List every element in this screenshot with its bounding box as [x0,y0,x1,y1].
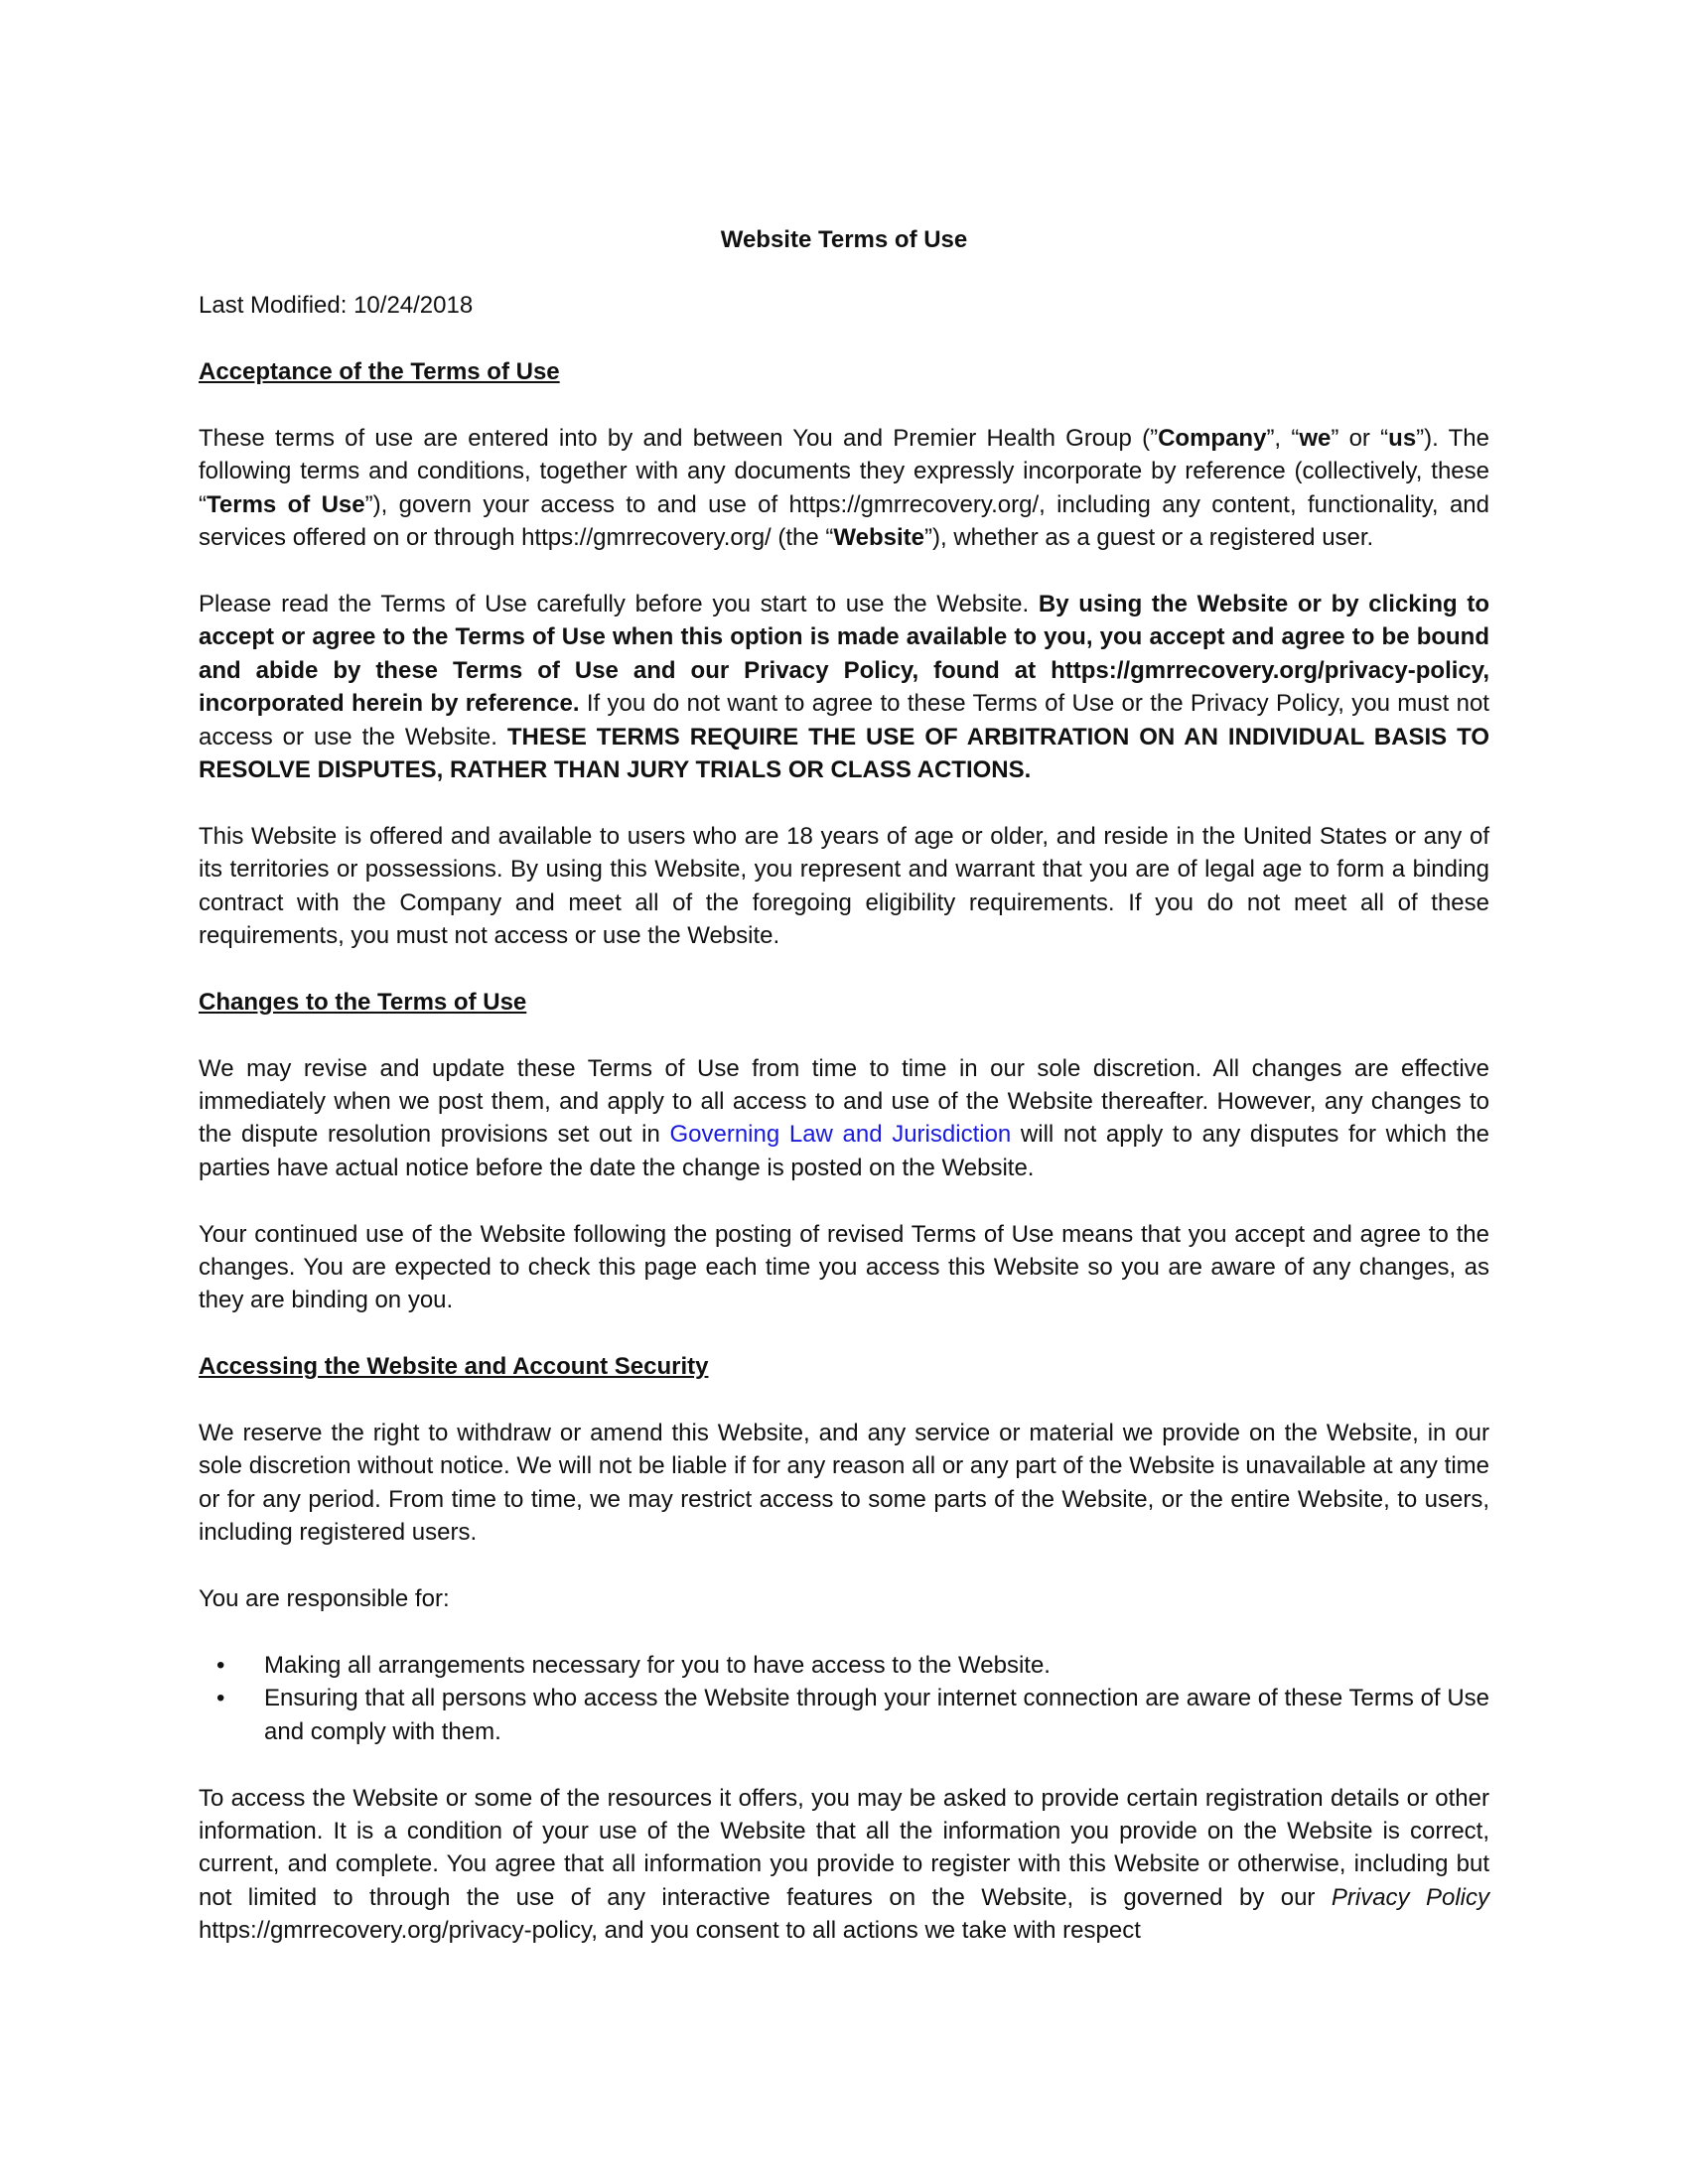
text-run: ”), govern your access to and use of https://gmrrecovery.org/, including any content, functionality, and services offered on or through https://gmrrecovery.org/ (the “ [199,490,1489,552]
list-item [199,1682,1489,1748]
term-we: we [1299,425,1332,452]
text-run: https://gmrrecovery.org/privacy-policy, and you consent to all actions we take with respect [199,1917,1141,1945]
paragraph-responsible: You are responsible for: [199,1585,450,1613]
term-terms-of-use: Terms of Use [207,490,365,518]
term-website: Website [833,524,924,552]
list-item-text: Ensuring that all persons who access the Website through your internet connection are aware of these Terms of Use and comply with them. [264,1685,1489,1745]
document-page [199,223,1489,1980]
bullet-icon: • [216,1685,225,1712]
paragraph-changes [199,1052,1489,1185]
list-item-text: Making all arrangements necessary for you to have access to the Website. [264,1651,1051,1679]
text-run: will not apply to any disputes for which the parties have actual notice before the date the change is posted on the Website. [199,1121,1489,1181]
term-us: us [1388,425,1417,452]
document-title: Website Terms of Use [720,226,968,253]
paragraph-continued-use: Your continued use of the Website following the posting of revised Terms of Use means that you accept and agree to the changes. You are expected to check this page each time you access this Website so you are aware of any changes, as they are binding on you. [199,1220,1489,1314]
paragraph-withdraw: We reserve the right to withdraw or amend this Website, and any service or material we provide on the Website, in our sole discretion without notice. We will not be liable if for any reason all or any part of the Website is unavailable at any time or for any period. From time to time, we may restrict access to some parts of the Website, or the entire Website, to users, including registered users. [199,1420,1489,1547]
text-run: ” or “ [1331,425,1389,452]
bold-consent-statement: By using the Website or by clicking to accept or agree to the Terms of Use when this option is made available to you, you accept and agree to be bound and abide by these Terms of Use and our Privacy Policy, found at https://gmrrecovery.org/privacy-policy, incorporated herein by reference. [199,591,1489,718]
bullet-icon: • [216,1651,225,1679]
paragraph-eligibility: This Website is offered and available to users who are 18 years of age or older, and reside in the United States or any of its territories or possessions. By using this Website, you represent and warrant that you are of legal age to form a binding contract with the Company and meet all of the foregoing eligibility requirements. If you do not meet all of these requirements, you must not access or use the Website. [199,822,1489,950]
text-run: These terms of use are entered into by and between You and Premier Health Group (” [199,425,1159,452]
bold-arbitration-notice: THESE TERMS REQUIRE THE USE OF ARBITRATION ON AN INDIVIDUAL BASIS TO RESOLVE DISPUTES, RATHER THAN JURY TRIALS OR CLASS ACTIONS. [199,723,1489,784]
list-item [199,1649,1489,1682]
privacy-policy-italic: Privacy Policy [1331,1883,1489,1911]
section-heading-changes: Changes to the Terms of Use [199,988,527,1016]
text-run: Please read the Terms of Use carefully before you start to use the Website. [199,591,1039,618]
text-run: ”). The following terms and conditions, together with any documents they expressly incorporate by reference (collectively, these “ [199,425,1489,518]
last-modified: Last Modified: 10/24/2018 [199,292,474,320]
term-company: Company [1158,425,1267,452]
text-run: To access the Website or some of the resources it offers, you may be asked to provide certain registration details or other information. It is a condition of your use of the Website that all the information you provide on the Website is correct, current, and complete. You agree that all information you provide to register with this Website or otherwise, including but not limited to through the use of any interactive features on the Website, is governed by our [199,1784,1489,1911]
section-heading-access: Accessing the Website and Account Security [199,1353,709,1381]
governing-law-link[interactable]: Governing Law and Jurisdiction [669,1121,1012,1149]
section-heading-acceptance: Acceptance of the Terms of Use [199,358,560,386]
text-run: We may revise and update these Terms of Use from time to time in our sole discretion. All changes are effective immediately when we post them, and apply to all access to and use of the Website thereafter. However, any changes to the dispute resolution provisions set out in [199,1054,1489,1149]
paragraph-acceptance-intro [199,422,1489,555]
text-run: ”, “ [1266,425,1300,452]
responsibilities-list [199,1649,1489,1748]
text-run: If you do not want to agree to these Terms of Use or the Privacy Policy, you must not access or use the Website. [199,690,1489,751]
paragraph-acceptance-read [199,588,1489,786]
text-run: ”), whether as a guest or a registered user. [924,524,1374,552]
paragraph-registration [199,1782,1489,1948]
